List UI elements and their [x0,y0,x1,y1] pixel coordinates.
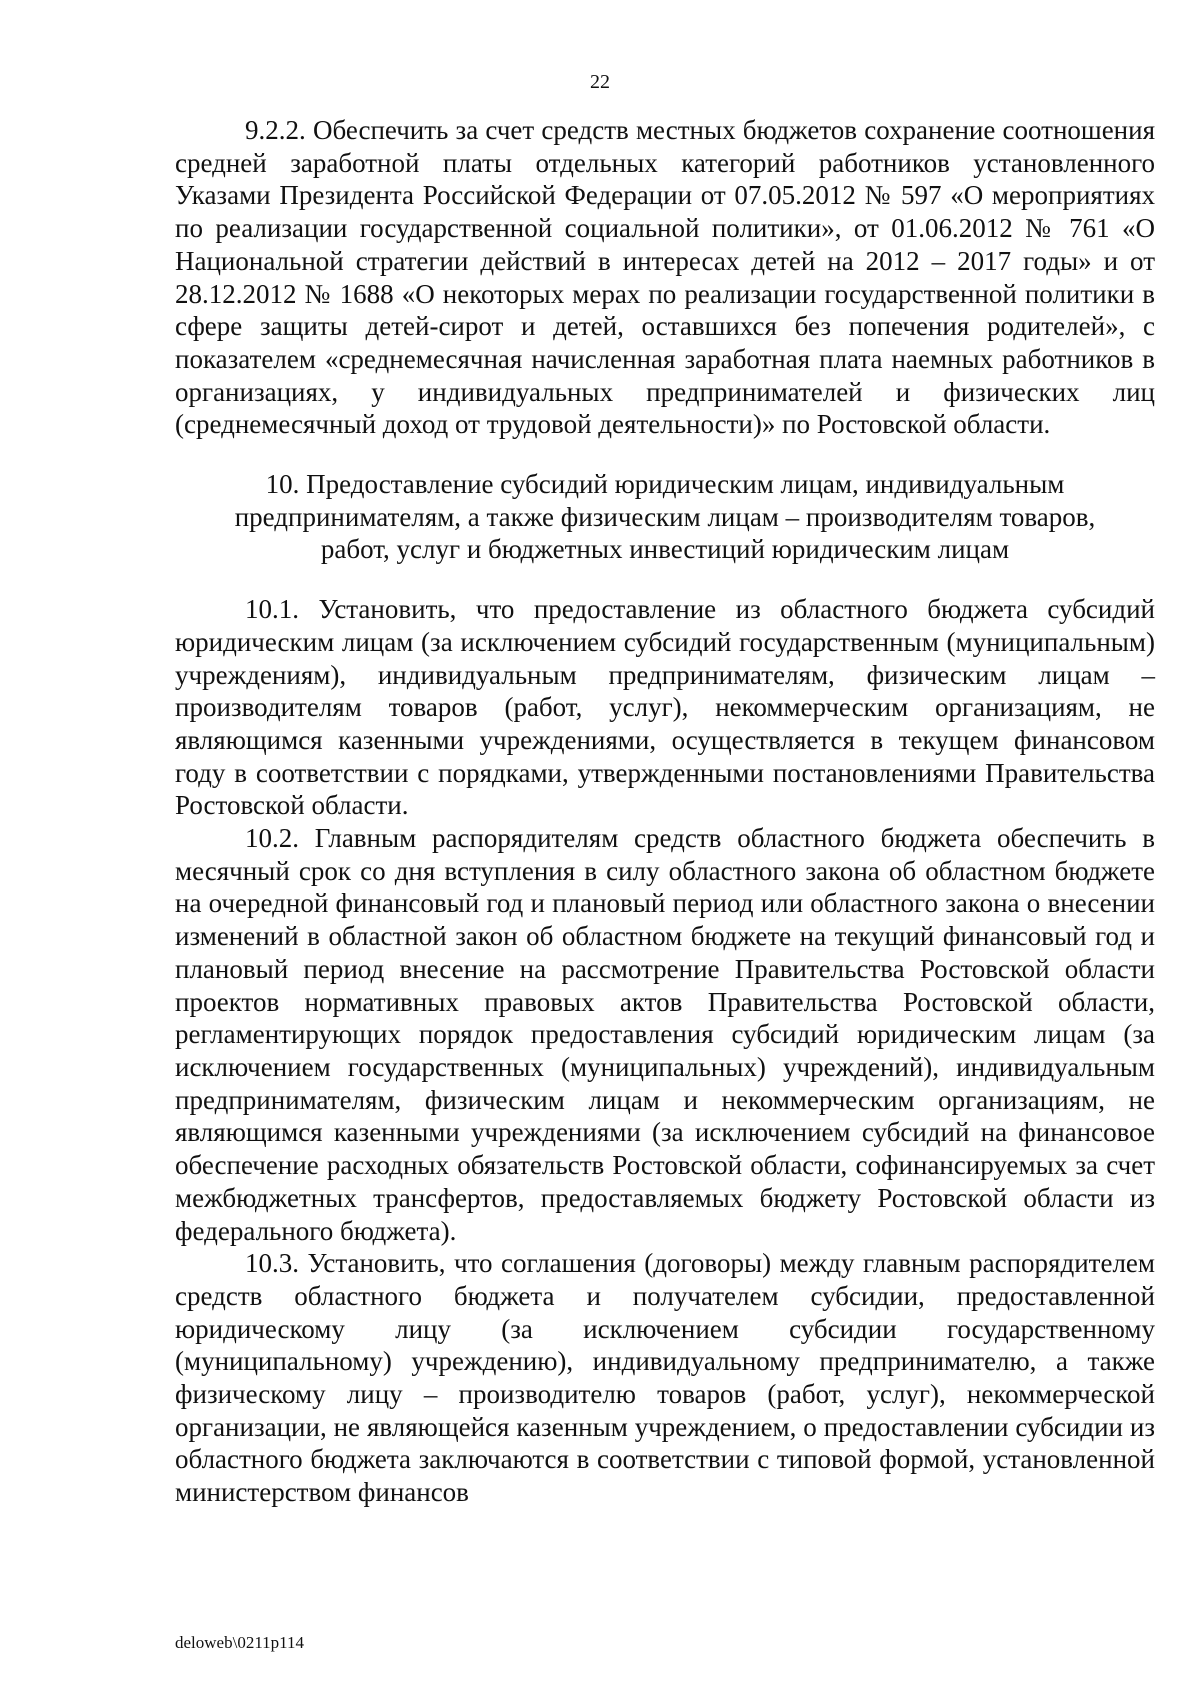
paragraph-10-3: 10.3. Установить, что соглашения (договоры) между главным распорядителем средств областного бюджета и получателем субсидии, предоставленной юридическому лицу (за исключением субсидии государственному (муниципальному) учреждению), индивидуальному предпринимателю, а также физическому лицу – производителю товаров (работ, услуг), некоммерческой организации, не являющейся казенным учреждением, о предоставлении субсидии из областного бюджета заключаются в соответствии с типовой формой, установленной министерством финансов [175,1248,1155,1508]
paragraph-10-1: 10.1. Установить, что предоставление из областного бюджета субсидий юридическим лицам (за исключением субсидий государственным (муниципальным) учреждениям), индивидуальным предпринимателям, физическим лицам – производителям товаров (работ, услуг), некоммерческим организациям, не являющимся казенными учреждениями, осуществляется в текущем финансовом году в соответствии с порядками, утвержденными постановлениями Правительства Ростовской области. [175,594,1155,821]
document-body [175,114,1155,1509]
paragraph-9-2-2: 9.2.2. Обеспечить за счет средств местных бюджетов сохранение соотношения средней заработной платы отдельных категорий работников установленного Указами Президента Российской Федерации от 07.05.2012 № 597 «О мероприятиях по реализации государственной социальной политики», от 01.06.2012 № 761 «О Национальной стратегии действий в интересах детей на 2012 – 2017 годы» и от 28.12.2012 № 1688 «О некоторых мерах по реализации государственной политики в сфере защиты детей-сирот и детей, оставшихся без попечения родителей», с показателем «среднемесячная начисленная заработная плата наемных работников в организациях, у индивидуальных предпринимателей и физических лиц (среднемесячный доход от трудовой деятельности)» по Ростовской области. [175,115,1155,440]
section-10-heading: 10. Предоставление субсидий юридическим лицам, индивидуальным предпринимателям, а также физическим лицам – производителям товаров, работ, услуг и бюджетных инвестиций юридическим лицам [234,469,1096,565]
paragraph-10-2: 10.2. Главным распорядителям средств областного бюджета обеспечить в месячный срок со дня вступления в силу областного закона об областном бюджете на очередной финансовый год и плановый период или областного закона о внесении изменений в областной закон об областном бюджете на текущий финансовый год и плановый период внесение на рассмотрение Правительства Ростовской области проектов нормативных правовых актов Правительства Ростовской области, регламентирующих порядок предоставления субсидий юридическим лицам (за исключением государственных (муниципальных) учреждений), индивидуальным предпринимателям, физическим лицам и некоммерческим организациям, не являющимся казенными учреждениями (за исключением субсидий на финансовое обеспечение расходных обязательств Ростовской области, софинансируемых за счет межбюджетных трансфертов, предоставляемых бюджету Ростовской области из федерального бюджета). [175,823,1155,1246]
page-number: 22 [590,71,610,93]
footer-file-reference: deloweb\0211p114 [175,1633,305,1652]
